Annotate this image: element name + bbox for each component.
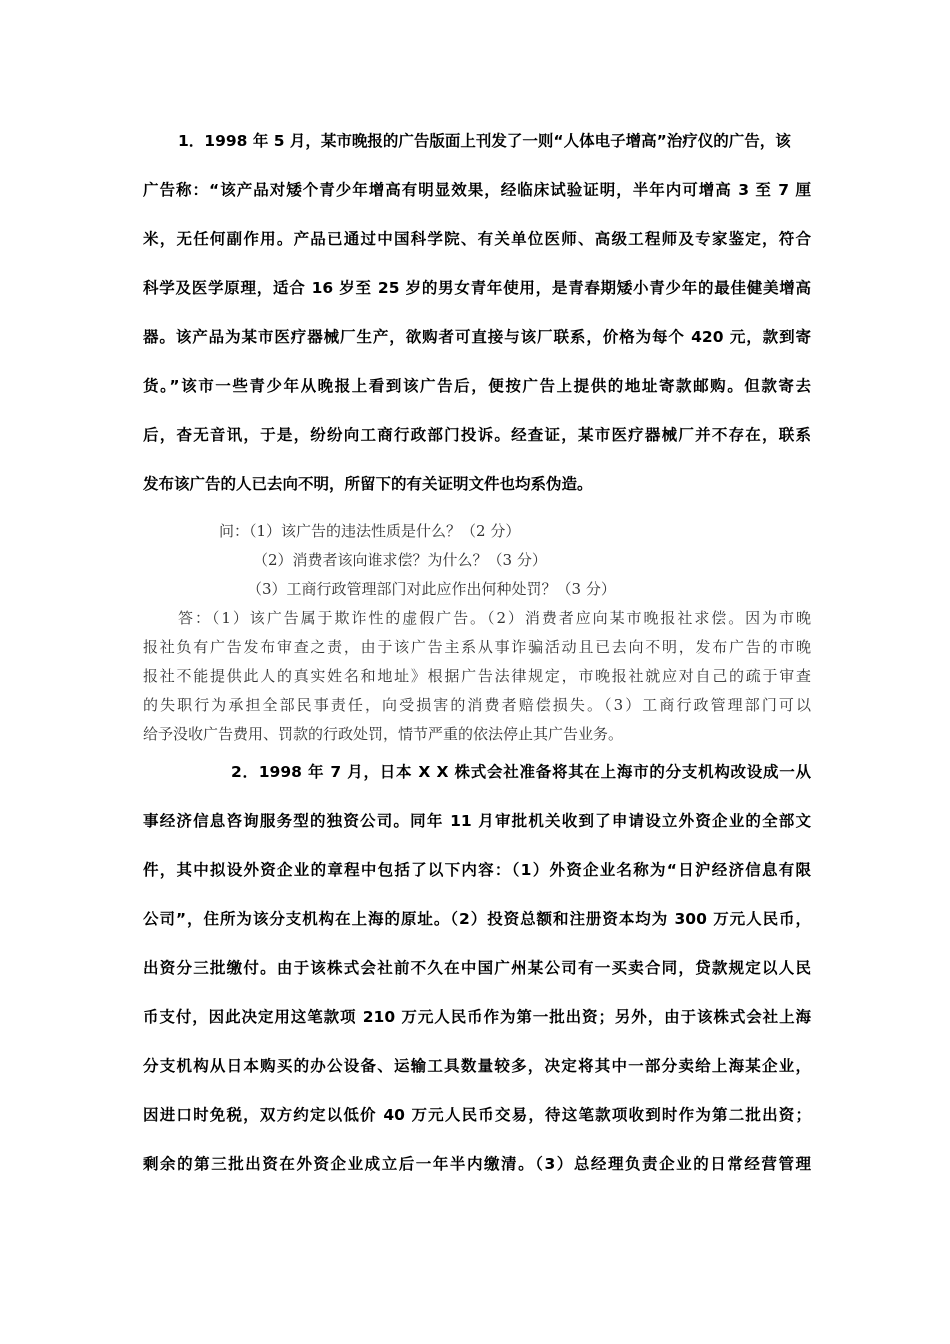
q2-line-7: 分支机构从日本购买的办公设备、运输工具数量较多，决定将其中一部分卖给上海某企业，: [143, 1057, 811, 1075]
q1-line-1: 1．1998 年 5 月，某市晚报的广告版面上刊发了一则“人体电子增高”治疗仪的广告，该: [178, 132, 791, 150]
q2-line-2: 事经济信息咨询服务型的独资公司。同年 11 月审批机关收到了申请设立外资企业的全部文: [143, 812, 811, 830]
q2-line-3: 件，其中拟设外资企业的章程中包括了以下内容：（1）外资企业名称为“日沪经济信息有限: [143, 861, 811, 879]
q1-answer-line-4: 的失职行为承担全部民事责任，向受损害的消费者赔偿损失。（3）工商行政管理部门可以: [143, 696, 811, 714]
q1-line-5: 器。该产品为某市医疗器械厂生产，欲购者可直接与该厂联系，价格为每个 420 元，款到寄: [143, 328, 811, 346]
q2-line-6: 币支付，因此决定用这笔款项 210 万元人民币作为第一批出资；另外，由于该株式会社上海: [143, 1008, 811, 1026]
q1-line-8: 发布该广告的人已去向不明，所留下的有关证明文件也均系伪造。: [143, 475, 593, 493]
q1-answer-line-2: 报社负有广告发布审查之责，由于该广告主系从事诈骗活动且已去向不明，发布广告的市晚: [143, 638, 811, 656]
q2-line-9: 剩余的第三批出资在外资企业成立后一年半内缴清。（3）总经理负责企业的日常经营管理: [143, 1155, 811, 1173]
q1-question-1: 问：（1）该广告的违法性质是什么？（2 分）: [219, 522, 521, 540]
q1-line-7: 后，杳无音讯，于是，纷纷向工商行政部门投诉。经查证，某市医疗器械厂并不存在，联系: [143, 426, 811, 444]
q1-line-6: 货。”该市一些青少年从晚报上看到该广告后，便按广告上提供的地址寄款邮购。但款寄去: [143, 377, 811, 395]
q2-line-8: 因进口时免税，双方约定以低价 40 万元人民币交易，待这笔款项收到时作为第二批出资；: [143, 1106, 811, 1124]
q1-question-2: （2）消费者该向谁求偿？为什么？（3 分）: [253, 551, 547, 569]
q1-answer-line-3: 报社不能提供此人的真实姓名和地址》根据广告法律规定，市晚报社就应对自己的疏于审查: [143, 667, 811, 685]
q1-line-4: 科学及医学原理，适合 16 岁至 25 岁的男女青年使用，是青春期矮小青少年的最佳健美增高: [143, 279, 811, 297]
q1-answer-line-1: 答：（1）该广告属于欺诈性的虚假广告。（2）消费者应向某市晚报社求偿。因为市晚: [178, 609, 811, 627]
q2-line-4: 公司”，住所为该分支机构在上海的原址。（2）投资总额和注册资本均为 300 万元人民币，: [143, 910, 811, 928]
q2-line-1: 2．1998 年 7 月，日本 X X 株式会社准备将其在上海市的分支机构改设成一从: [231, 763, 811, 781]
q1-question-3: （3）工商行政管理部门对此应作出何种处罚？（3 分）: [247, 580, 616, 598]
q1-answer-line-5: 给予没收广告费用、罚款的行政处罚，情节严重的依法停止其广告业务。: [143, 725, 624, 743]
q1-line-3: 米，无任何副作用。产品已通过中国科学院、有关单位医师、高级工程师及专家鉴定，符合: [143, 230, 811, 248]
q1-line-2: 广告称：“该产品对矮个青少年增高有明显效果，经临床试验证明，半年内可增高 3 至 7 厘: [143, 181, 811, 199]
q2-line-5: 出资分三批缴付。由于该株式会社前不久在中国广州某公司有一买卖合同，贷款规定以人民: [143, 959, 811, 977]
